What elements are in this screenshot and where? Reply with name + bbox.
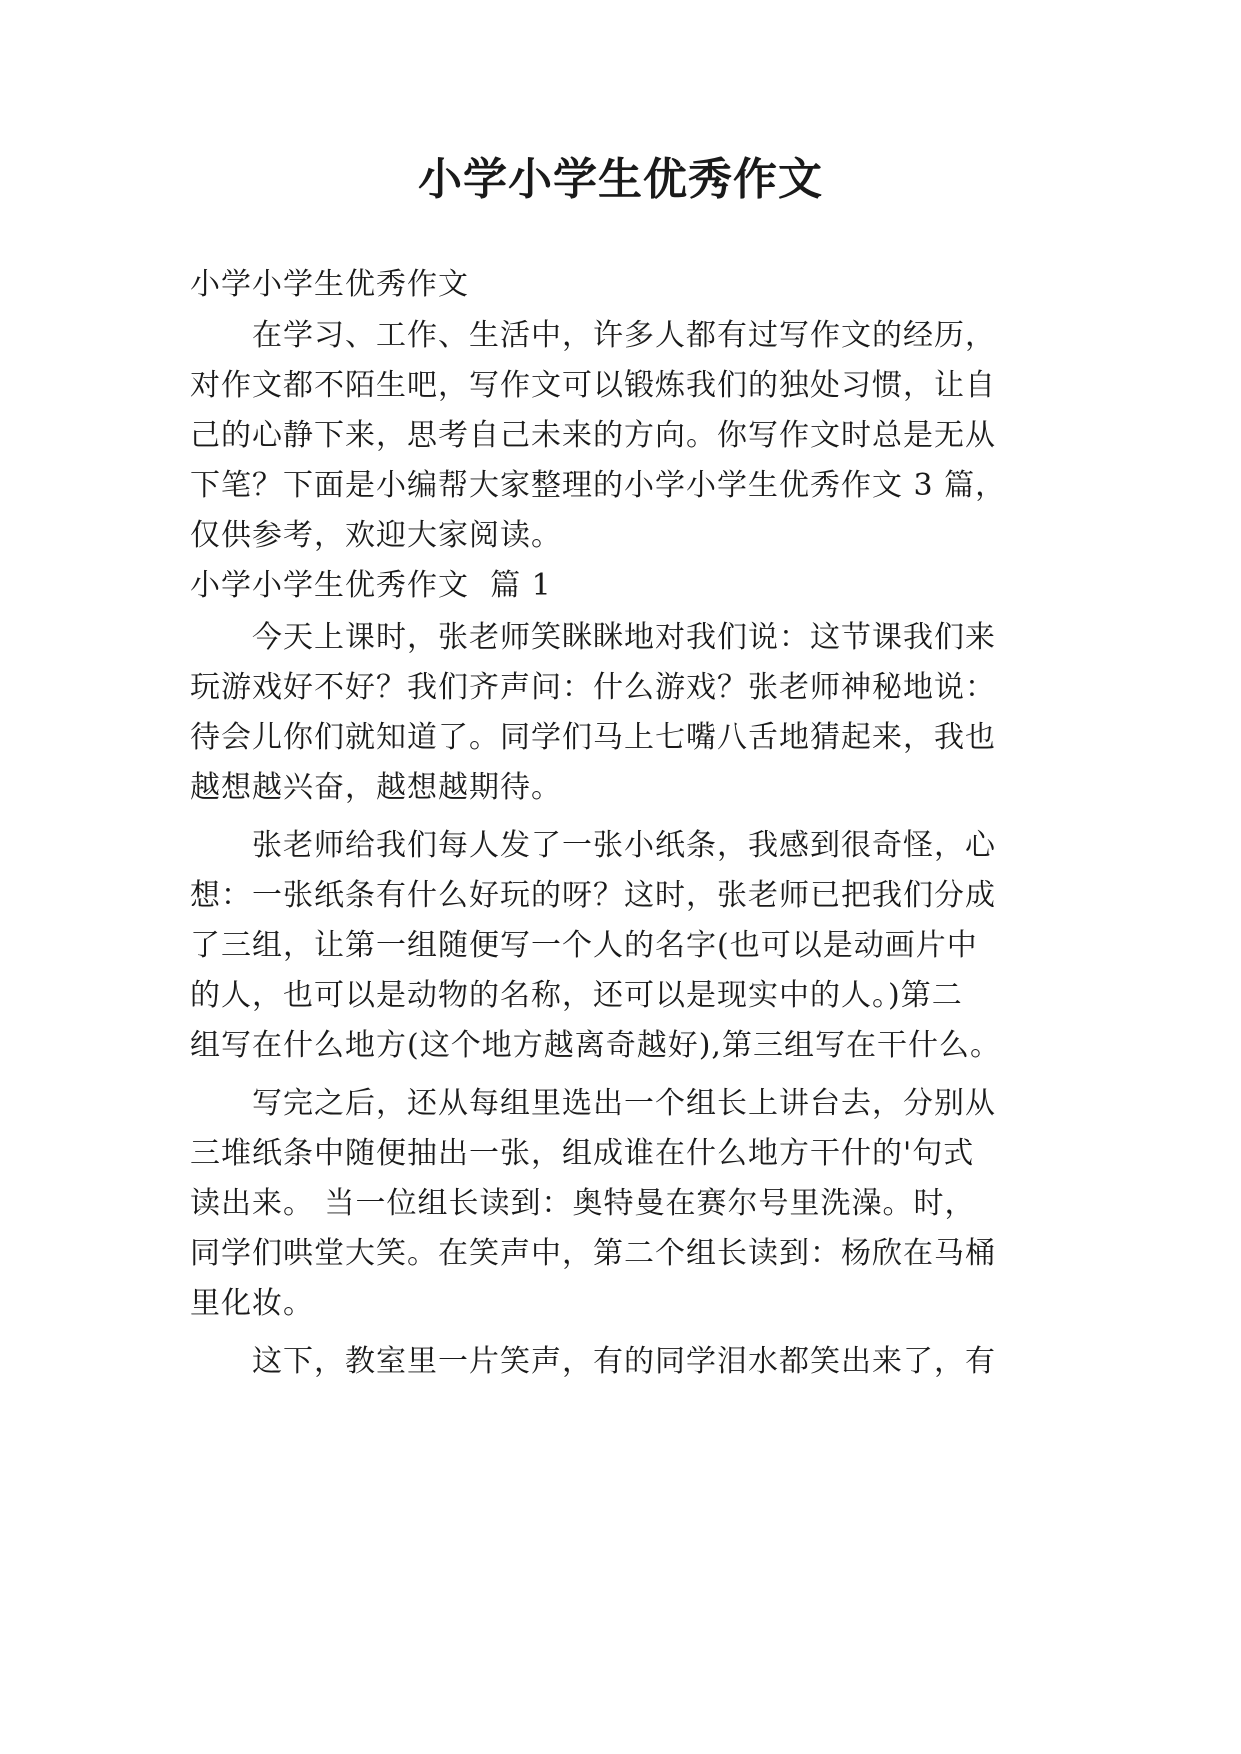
intro-line: 下笔？下面是小编帮大家整理的小学小学生优秀作文 3 篇， [190,468,1007,503]
paragraph-line: 写完之后，还从每组里选出一个组长上讲台去，分别从 [190,1086,996,1121]
intro-line: 对作文都不陌生吧，写作文可以锻炼我们的独处习惯，让自 [190,368,996,403]
paragraph-line: 越想越兴奋，越想越期待。 [190,770,562,805]
intro-line: 在学习、工作、生活中，许多人都有过写作文的经历， [190,318,996,353]
paragraph-line: 三堆纸条中随便抽出一张，组成谁在什么地方干什的'句式 [190,1136,975,1171]
paragraph-line: 这下，教室里一片笑声，有的同学泪水都笑出来了，有 [190,1344,996,1379]
paragraph-line: 的人，也可以是动物的名称，还可以是现实中的人。)第二 [190,978,963,1013]
intro-line: 仅供参考，欢迎大家阅读。 [190,518,562,553]
paragraph-line: 今天上课时，张老师笑眯眯地对我们说：这节课我们来 [190,620,996,655]
paragraph-line: 想：一张纸条有什么好玩的呀？这时，张老师已把我们分成 [190,878,996,913]
paragraph-line: 里化妆。 [190,1286,314,1321]
paragraph-line: 同学们哄堂大笑。在笑声中，第二个组长读到：杨欣在马桶 [190,1236,996,1271]
paragraph-line: 张老师给我们每人发了一张小纸条，我感到很奇怪，心 [190,828,996,863]
paragraph-line: 待会儿你们就知道了。同学们马上七嘴八舌地猜起来，我也 [190,720,996,755]
section-heading: 小学小学生优秀作文 篇 1 [190,568,552,603]
paragraph-line: 组写在什么地方(这个地方越离奇越好),第三组写在干什么。 [190,1028,1001,1063]
document-title: 小学小学生优秀作文 [418,154,823,205]
document-subtitle: 小学小学生优秀作文 [190,267,469,302]
intro-line: 己的心静下来，思考自己未来的方向。你写作文时总是无从 [190,418,996,453]
paragraph-line: 读出来。 当一位组长读到：奥特曼在赛尔号里洗澡。时， [190,1186,976,1221]
paragraph-line: 玩游戏好不好？我们齐声问：什么游戏？张老师神秘地说： [190,670,996,705]
paragraph-line: 了三组，让第一组随便写一个人的名字(也可以是动画片中 [190,928,978,963]
